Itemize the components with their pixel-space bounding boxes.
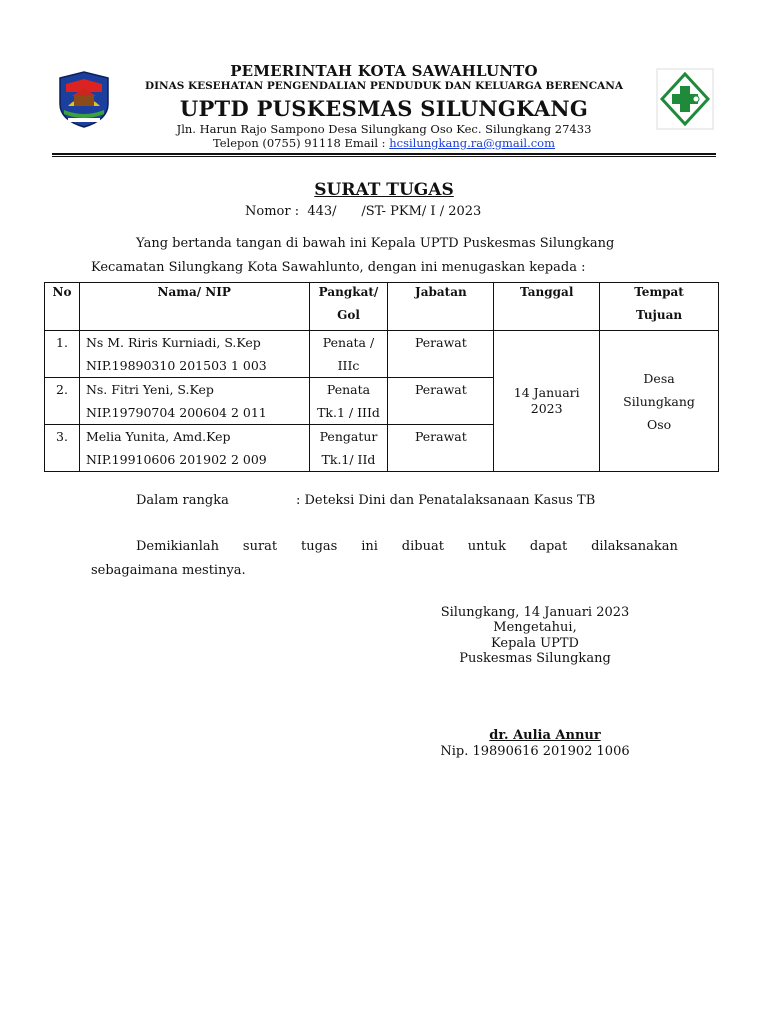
purpose-value: : Deteksi Dini dan Penatalaksanaan Kasus TB <box>296 493 596 508</box>
row-no: 3. <box>45 425 80 472</box>
row-pangkat: Penata Tk.1 / IIId <box>309 378 388 425</box>
tempat-cell: Desa Silungkang Oso <box>600 331 719 472</box>
closing-line-2: sebagaimana mestinya. <box>91 563 246 578</box>
assignment-table <box>44 282 719 472</box>
intro-line-2: Kecamatan Silungkang Kota Sawahlunto, dengan ini menugaskan kepada : <box>91 260 586 275</box>
intro-line-1: Yang bertanda tangan di bawah ini Kepala UPTD Puskesmas Silungkang <box>136 236 615 251</box>
row-jabatan: Perawat <box>388 425 494 472</box>
letterhead-address: Jln. Harun Rajo Sampono Desa Silungkang Oso Kec. Silungkang 27433 <box>176 122 592 136</box>
email-link[interactable]: hcsilungkang.ra@gmail.com <box>389 136 556 150</box>
closing-word: untuk <box>467 539 507 554</box>
letterhead-government: PEMERINTAH KOTA SAWAHLUNTO <box>230 62 538 80</box>
signature-mengetahui: Mengetahui, <box>493 620 577 635</box>
signature-place-date: Silungkang, 14 Januari 2023 <box>440 605 630 620</box>
purpose-label: Dalam rangka <box>136 493 229 508</box>
closing-word: Demikianlah <box>136 539 220 554</box>
row-nama-nip: Ns. Fitri Yeni, S.Kep NIP.19790704 200604 2 011 <box>79 378 309 425</box>
closing-line-1 <box>136 539 678 554</box>
closing-word: surat <box>242 539 278 554</box>
signature-position-2: Puskesmas Silungkang <box>459 651 611 666</box>
row-nama-nip: Melia Yunita, Amd.Kep NIP.19910606 201902 2 009 <box>79 425 309 472</box>
letterhead-institution: UPTD PUSKESMAS SILUNGKANG <box>179 96 589 121</box>
letterhead-department: DINAS KESEHATAN PENGENDALIAN PENDUDUK DAN KELUARGA BERENCANA <box>144 80 624 92</box>
header-tanggal: Tanggal <box>494 283 600 331</box>
row-no: 2. <box>45 378 80 425</box>
table-row <box>45 331 719 378</box>
row-jabatan: Perawat <box>388 378 494 425</box>
row-no: 1. <box>45 331 80 378</box>
header-rule-thin <box>52 156 716 157</box>
document-number: Nomor : 443/ /ST- PKM/ I / 2023 <box>245 204 482 219</box>
row-pangkat: Penata / IIIc <box>309 331 388 378</box>
header-no: No <box>45 283 80 331</box>
signature-position-1: Kepala UPTD <box>491 636 579 651</box>
phone-text: Telepon (0755) 91118 Email : <box>212 136 390 150</box>
tanggal-cell: 14 Januari 2023 <box>494 331 600 472</box>
signatory-name: dr. Aulia Annur <box>489 728 601 743</box>
header-tempat: Tempat Tujuan <box>600 283 719 331</box>
row-nama-nip: Ns M. Riris Kurniadi, S.Kep NIP.19890310 201503 1 003 <box>79 331 309 378</box>
header-jabatan: Jabatan <box>388 283 494 331</box>
closing-word: dapat <box>529 539 568 554</box>
closing-word: ini <box>361 539 378 554</box>
letterhead-contact <box>0 136 768 150</box>
document-title: SURAT TUGAS <box>314 180 454 200</box>
row-jabatan: Perawat <box>388 331 494 378</box>
closing-word: tugas <box>301 539 338 554</box>
header-pangkat: Pangkat/ Gol <box>309 283 388 331</box>
header-rule-thick <box>52 153 716 155</box>
closing-word: dilaksanakan <box>591 539 678 554</box>
signatory-nip: Nip. 19890616 201902 1006 <box>440 744 630 759</box>
row-pangkat: Pengatur Tk.1/ IId <box>309 425 388 472</box>
header-nama: Nama/ NIP <box>79 283 309 331</box>
table-header-row <box>45 283 719 331</box>
closing-word: dibuat <box>401 539 444 554</box>
